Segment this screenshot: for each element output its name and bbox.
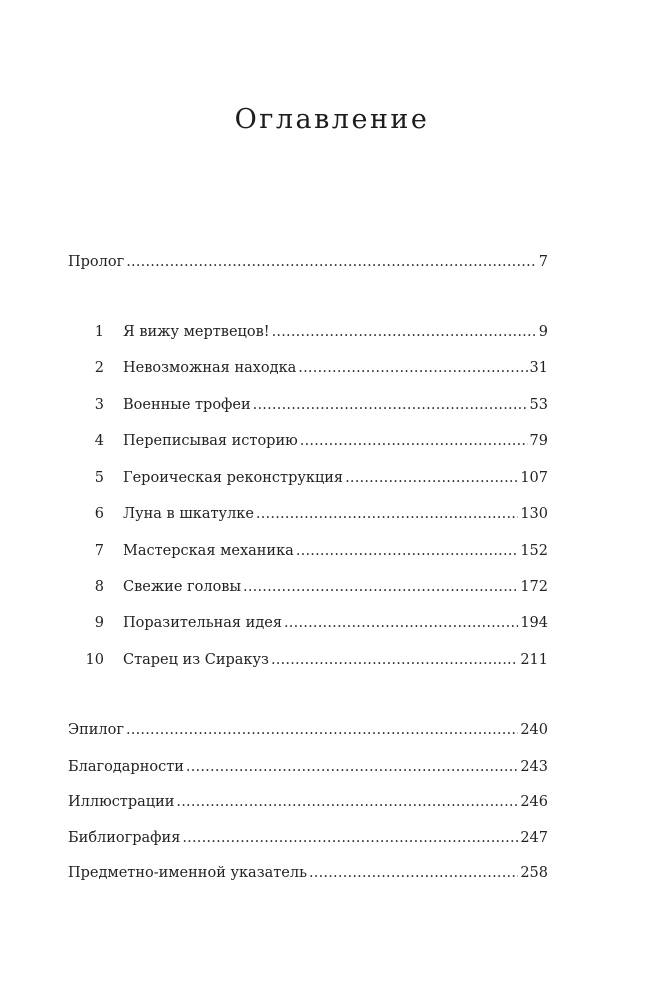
dot-leader <box>176 791 518 813</box>
dot-leader <box>243 576 518 598</box>
dot-leader <box>126 251 537 273</box>
dot-leader <box>186 756 518 778</box>
entry-page: 194 <box>520 615 548 631</box>
entry-label: Библиография <box>68 830 181 846</box>
chapter-number: 2 <box>94 360 104 376</box>
dot-leader <box>296 540 519 562</box>
chapter-number: 10 <box>85 652 104 668</box>
page-title: Оглавление <box>234 104 430 135</box>
toc-entry-chapter[interactable] <box>68 612 548 634</box>
toc-entry-chapter[interactable] <box>68 540 548 562</box>
entry-label: Луна в шкатулке <box>123 506 254 522</box>
entry-page: 243 <box>520 759 548 775</box>
toc-entry-chapter[interactable] <box>68 503 548 525</box>
entry-label: Переписывая историю <box>123 433 298 449</box>
toc-entry-chapter[interactable] <box>68 430 548 452</box>
entry-page: 240 <box>520 722 548 738</box>
chapter-number: 6 <box>94 506 104 522</box>
chapter-number: 5 <box>94 470 104 486</box>
toc-entry-back-matter[interactable] <box>68 719 548 741</box>
entry-page: 7 <box>538 254 548 270</box>
chapter-number: 7 <box>94 543 104 559</box>
toc-entry-chapter[interactable] <box>68 649 548 671</box>
entry-label: Поразительная идея <box>123 615 282 631</box>
chapter-number: 9 <box>94 615 104 631</box>
entry-page: 53 <box>529 397 548 413</box>
dot-leader <box>126 719 518 741</box>
dot-leader <box>309 862 518 884</box>
toc-entry-back-matter[interactable] <box>68 791 548 813</box>
entry-page: 258 <box>520 865 548 881</box>
dot-leader <box>253 394 528 416</box>
chapter-number: 8 <box>94 579 104 595</box>
toc-entry-back-matter[interactable] <box>68 862 548 884</box>
entry-label: Свежие головы <box>123 579 242 595</box>
entry-label: Мастерская механика <box>123 543 294 559</box>
dot-leader <box>272 321 537 343</box>
entry-page: 31 <box>529 360 548 376</box>
toc-entry-back-matter[interactable] <box>68 827 548 849</box>
dot-leader <box>298 357 527 379</box>
dot-leader <box>271 649 518 671</box>
entry-label: Я вижу мертвецов! <box>123 324 270 340</box>
entry-page: 152 <box>520 543 548 559</box>
entry-page: 79 <box>529 433 548 449</box>
entry-label: Невозможная находка <box>123 360 297 376</box>
toc-entry-chapter[interactable] <box>68 357 548 379</box>
chapter-number: 1 <box>94 324 104 340</box>
chapter-number: 3 <box>94 397 104 413</box>
entry-page: 9 <box>538 324 548 340</box>
entry-label: Старец из Сиракуз <box>123 652 269 668</box>
entry-label: Эпилог <box>68 722 124 738</box>
entry-label: Благодарности <box>68 759 184 775</box>
entry-page: 211 <box>520 652 548 668</box>
dot-leader <box>345 467 518 489</box>
toc-entry-chapter[interactable] <box>68 576 548 598</box>
entry-label: Предметно-именной указатель <box>68 865 307 881</box>
entry-label: Пролог <box>68 254 125 270</box>
entry-page: 172 <box>520 579 548 595</box>
entry-page: 246 <box>520 794 548 810</box>
entry-label: Военные трофеи <box>123 397 251 413</box>
dot-leader <box>182 827 518 849</box>
dot-leader <box>284 612 518 634</box>
dot-leader <box>256 503 518 525</box>
toc-entry-chapter[interactable] <box>68 394 548 416</box>
toc-entry-prologue[interactable] <box>68 251 548 273</box>
entry-label: Иллюстрации <box>68 794 175 810</box>
toc-entry-back-matter[interactable] <box>68 756 548 778</box>
chapter-number: 4 <box>94 433 104 449</box>
toc-entry-chapter[interactable] <box>68 467 548 489</box>
entry-page: 130 <box>520 506 548 522</box>
entry-page: 247 <box>520 830 548 846</box>
dot-leader <box>300 430 528 452</box>
toc-entry-chapter[interactable] <box>68 321 548 343</box>
entry-label: Героическая реконструкция <box>123 470 344 486</box>
entry-page: 107 <box>520 470 548 486</box>
